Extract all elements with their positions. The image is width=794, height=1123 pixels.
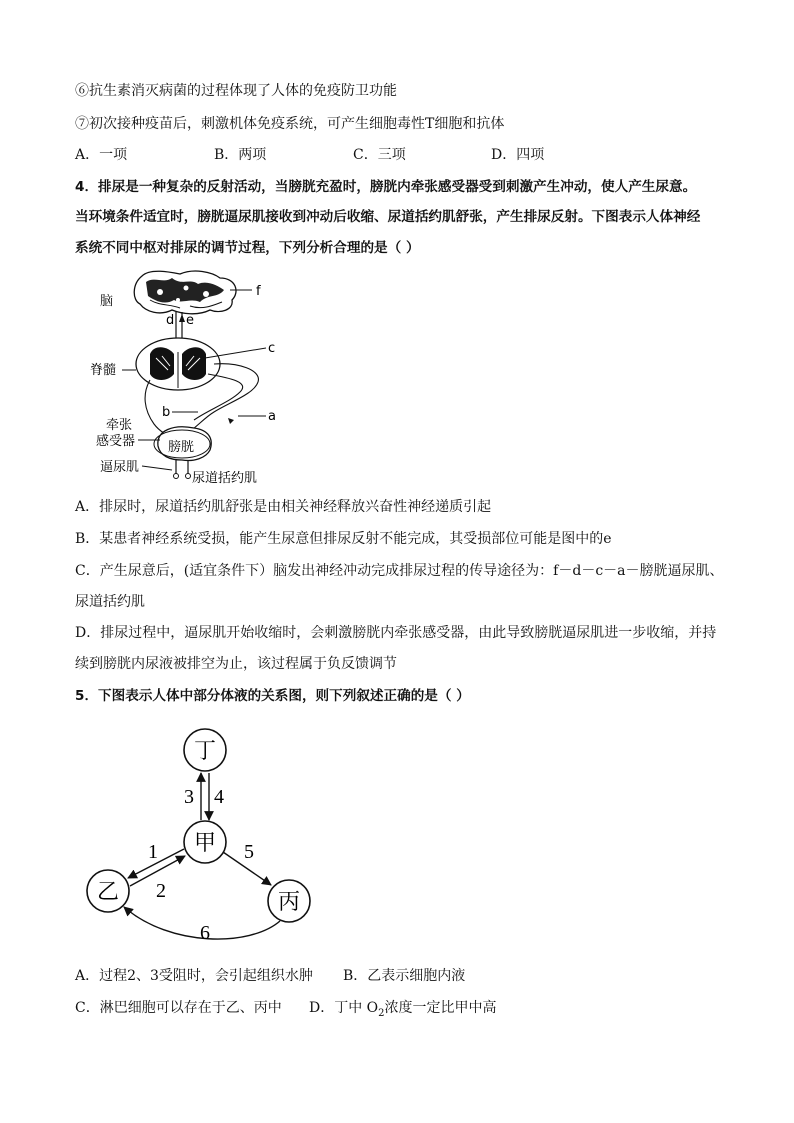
q4-option-c-line2: 尿道括约肌 — [75, 594, 145, 610]
statement-7: ⑦初次接种疫苗后，刺激机体免疫系统，可产生细胞毒性T细胞和抗体 — [75, 116, 505, 132]
q4-option-b[interactable]: B．某患者神经系统受损，能产生尿意但排尿反射不能完成，其受损部位可能是图中的e — [75, 531, 612, 547]
prev-option-b[interactable]: B．两项 — [214, 147, 267, 163]
label-receptor-line2: 感受器 — [96, 434, 136, 449]
q4-stem-line3: 系统不同中枢对排尿的调节过程，下列分析合理的是（ ） — [75, 240, 420, 256]
node-yi — [87, 870, 129, 912]
q4-stem-line2: 当环境条件适宜时，膀胱逼尿肌接收到冲动后收缩、尿道括约肌舒张，产生排尿反射。下图表示人体神经 — [75, 209, 701, 225]
node-ding — [184, 729, 226, 771]
label-c: c — [268, 341, 276, 356]
q4-option-d-line2: 续到膀胱内尿液被排空为止，该过程属于负反馈调节 — [75, 656, 397, 672]
q4-nervous-system-figure — [90, 270, 290, 490]
q4-option-a[interactable]: A．排尿时，尿道括约肌舒张是由相关神经释放兴奋性神经递质引起 — [75, 499, 492, 515]
label-spine: 脊髓 — [90, 363, 117, 378]
q5-option-d[interactable] — [309, 998, 497, 1024]
arrow-4-label: 4 — [214, 786, 224, 808]
brain-illustration — [134, 271, 236, 314]
node-bing-label: 丙 — [277, 890, 301, 915]
label-a: a — [268, 409, 276, 424]
prev-option-a[interactable]: A．一项 — [75, 147, 128, 163]
node-yi-label: 乙 — [96, 880, 120, 905]
prev-option-d[interactable]: D．四项 — [491, 147, 545, 163]
q5-option-a[interactable]: A．过程2、3受阻时，会引起组织水肿 — [75, 968, 313, 984]
prev-option-c[interactable]: C．三项 — [353, 147, 406, 163]
node-ding-label: 丁 — [193, 739, 217, 764]
label-d: d — [166, 313, 175, 328]
q4-stem-line1: 4．排尿是一种复杂的反射活动，当膀胱充盈时，膀胱内牵张感受器受到刺激产生冲动，使人产生尿意。 — [75, 179, 697, 195]
q5-option-d-suffix: 浓度一定比甲中高 — [384, 1000, 497, 1016]
label-brain: 脑 — [100, 294, 114, 309]
label-b: b — [162, 405, 171, 420]
arrow-2-label: 2 — [156, 880, 166, 902]
q5-option-c[interactable]: C．淋巴细胞可以存在于乙、丙中 — [75, 1000, 282, 1016]
label-e: e — [186, 313, 194, 328]
q4-option-c-line1[interactable]: C．产生尿意后，(适宜条件下）脑发出神经冲动完成排尿过程的传导途径为：f－d－c－a－膀胱逼尿肌、 — [75, 563, 724, 579]
label-f: f — [256, 284, 261, 299]
label-detrusor: 逼尿肌 — [100, 460, 140, 475]
q5-option-b[interactable]: B．乙表示细胞内液 — [343, 968, 466, 984]
statement-6: ⑥抗生素消灭病菌的过程体现了人体的免疫防卫功能 — [75, 83, 397, 99]
arrow-1-label: 1 — [148, 841, 158, 863]
node-bing — [268, 880, 310, 922]
q5-option-d-prefix: D．丁中 O — [309, 1000, 379, 1016]
q5-option-d-subscript: 2 — [378, 1007, 385, 1019]
arrow-6-label: 6 — [200, 922, 210, 944]
label-bladder: 膀胱 — [168, 440, 195, 455]
q5-stem: 5．下图表示人体中部分体液的关系图，则下列叙述正确的是（ ） — [75, 688, 470, 704]
node-jia-label: 甲 — [193, 831, 217, 856]
label-receptor-line1: 牵张 — [106, 418, 133, 433]
q4-option-d-line1[interactable]: D．排尿过程中，逼尿肌开始收缩时，会刺激膀胱内牵张感受器，由此导致膀胱逼尿肌进一步收缩，并持 — [75, 625, 717, 641]
node-jia — [184, 821, 226, 863]
q5-body-fluid-diagram — [80, 725, 340, 950]
arrow-3-label: 3 — [184, 786, 194, 808]
arrow-5-label: 5 — [244, 841, 254, 863]
label-sphincter: 尿道括约肌 — [192, 471, 258, 486]
